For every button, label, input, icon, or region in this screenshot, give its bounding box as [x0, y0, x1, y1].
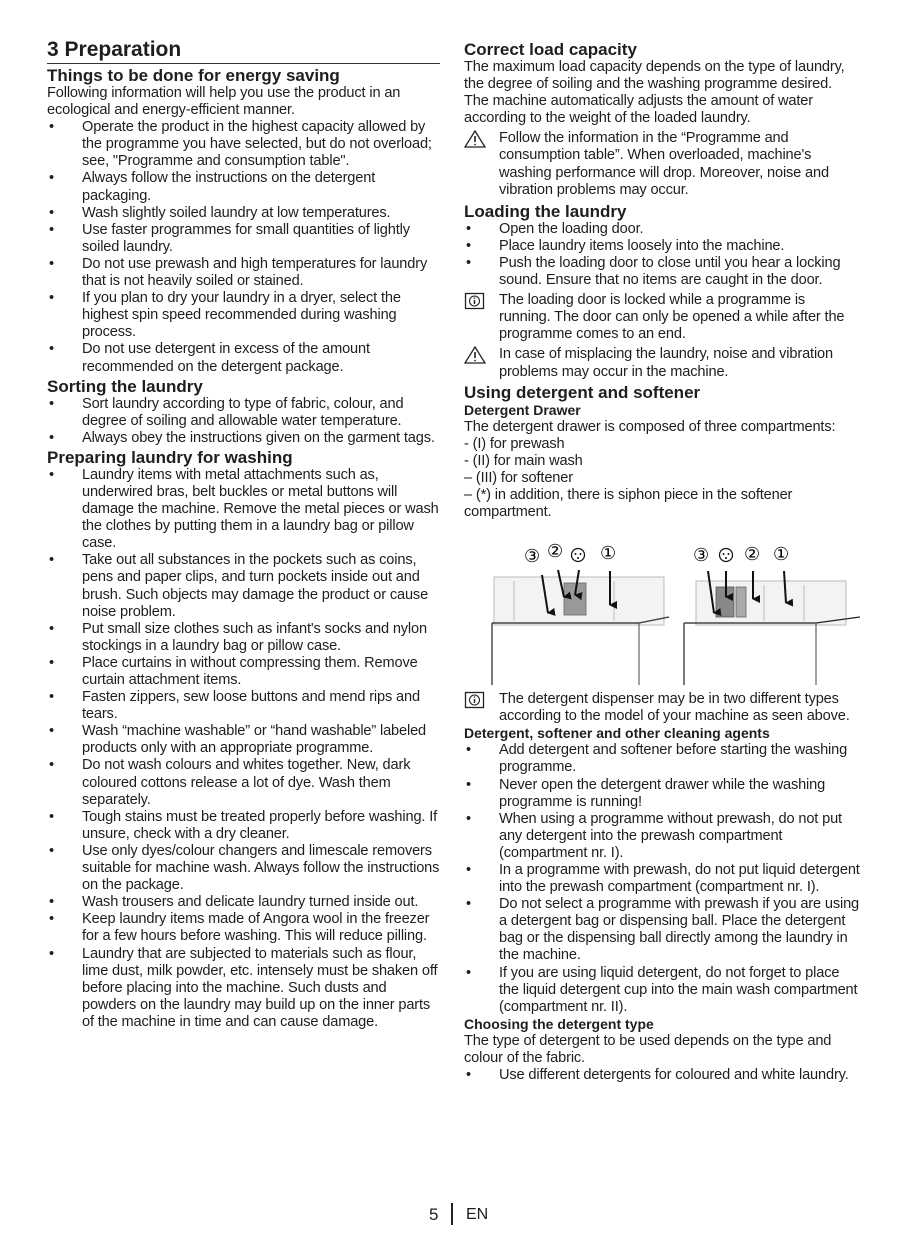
list-item: • If you plan to dry your laundry in a dryer, select the highest spin speed recommended during washing process.	[47, 290, 440, 341]
compartment-line: – (III) for softener	[464, 469, 573, 486]
left-column	[47, 38, 440, 1031]
energy-saving-intro: Following information will help you use the product in an ecological and energy-efficient manner.	[47, 85, 401, 119]
info-icon	[464, 292, 486, 310]
cleaning-agents-list	[464, 742, 860, 1016]
load-capacity-text-2: The machine automatically adjusts the amount of water according to the weight of the loaded laundry.	[464, 93, 813, 127]
list-item: • Tough stains must be treated properly before washing. If unsure, check with a dry cleaner.	[47, 809, 440, 843]
overload-warning-text: Follow the information in the “Programme and consumption table”. When overloaded, machine's washing performance will drop. Moreover, noise and vibration problems may occur.	[499, 130, 829, 198]
figure-label: ③	[693, 545, 710, 567]
compartment-line: – (*) in addition, there is siphon piece in the softener compartment.	[464, 486, 793, 521]
list-item: • Fasten zippers, sew loose buttons and mend rips and tears.	[47, 689, 440, 723]
detergent-type-heading: Choosing the detergent type	[464, 1015, 654, 1032]
list-item: • Laundry items with metal attachments such as, underwired bras, belt buckles or metal buttons will damage the machine. Remove the metal pieces or wash the clothes by putting them in a laundry bag or pillow case.	[47, 467, 440, 552]
loading-heading: Loading the laundry	[464, 201, 627, 221]
load-capacity-heading: Correct load capacity	[464, 40, 637, 59]
cleaning-agents-heading: Detergent, softener and other cleaning agents	[464, 725, 770, 742]
list-item: • Operate the product in the highest capacity allowed by the programme you have selected, but do not overload; see, "Programme and consumption table".	[47, 119, 440, 170]
figure-label: ②	[744, 544, 761, 566]
dispenser-type-info-text: The detergent dispenser may be in two different types according to the model of your machine as seen above.	[499, 691, 850, 725]
load-capacity-text-1: The maximum load capacity depends on the type of laundry, the degree of soiling and the washing programme desired.	[464, 59, 845, 93]
list-item: • If you are using liquid detergent, do not forget to place the liquid detergent cup into the main wash compartment (compartment nr. II).	[464, 965, 860, 1016]
list-item: • Always follow the instructions on the detergent packaging.	[47, 170, 440, 204]
detergent-type-intro: The type of detergent to be used depends on the type and colour of the fabric.	[464, 1032, 832, 1066]
door-lock-info-text: The loading door is locked while a programme is running. The door can only be opened a while after the programme comes to an end.	[499, 292, 845, 343]
preparing-heading: Preparing laundry for washing	[47, 447, 293, 467]
list-item: • Place curtains in without compressing them. Remove curtain attachment items.	[47, 655, 440, 689]
drawer-diagram	[464, 535, 860, 685]
overload-warning	[464, 130, 860, 198]
list-item: • Place laundry items loosely into the machine.	[464, 238, 860, 255]
loading-list	[464, 221, 860, 289]
list-item: • When using a programme without prewash, do not put any detergent into the prewash compartment (compartment nr. I).	[464, 811, 860, 862]
list-item: • Do not wash colours and whites together. New, dark coloured cottons release a lot of dye. Wash them separately.	[47, 757, 440, 808]
list-item: • Keep laundry items made of Angora wool in the freezer for a few hours before washing. This will reduce pilling.	[47, 911, 440, 945]
detergent-drawer-illustration	[464, 535, 860, 685]
list-item: • Put small size clothes such as infant's socks and nylon stockings in a laundry bag or pillow case.	[47, 621, 440, 655]
chapter-title: 3 Preparation	[47, 38, 440, 64]
figure-label: ①	[773, 544, 790, 566]
compartment-line: - (I) for prewash	[464, 435, 565, 452]
list-item: • Use faster programmes for small quantities of lightly soiled laundry.	[47, 222, 440, 256]
drawer-type-a	[492, 549, 669, 686]
detergent-type-list	[464, 1067, 860, 1084]
sorting-heading: Sorting the laundry	[47, 376, 203, 396]
list-item: • Push the loading door to close until you hear a locking sound. Ensure that no items are caught in the door.	[464, 255, 860, 289]
energy-saving-heading: Things to be done for energy saving	[47, 66, 340, 85]
language-code: EN	[466, 1206, 489, 1223]
list-item: • Take out all substances in the pockets such as coins, pens and paper clips, and turn pockets inside out and brush. Such objects may damage the product or cause noise problem.	[47, 552, 440, 620]
list-item: • Use only dyes/colour changers and limescale removers suitable for machine wash. Always follow the instructions on the package.	[47, 843, 440, 894]
right-column	[464, 38, 860, 1084]
list-item: • Wash slightly soiled laundry at low temperatures.	[47, 205, 440, 222]
misplacing-warning-text: In case of misplacing the laundry, noise and vibration problems may occur in the machine.	[499, 346, 833, 380]
page-footer	[0, 1203, 904, 1227]
list-item: • Laundry that are subjected to materials such as flour, lime dust, milk powder, etc. intensely must be shaken off before placing into the machine. Such dusts and powders on the laundry may build up on the inner parts of the machine in time and can cause damage.	[47, 946, 440, 1031]
compartment-line: - (II) for main wash	[464, 452, 583, 469]
detergent-drawer-intro: The detergent drawer is composed of three compartments:	[464, 418, 836, 435]
list-item: • Add detergent and softener before starting the washing programme.	[464, 742, 860, 776]
figure-label: ②	[547, 541, 564, 563]
detergent-heading: Using detergent and softener	[464, 382, 701, 402]
list-item: • Wash “machine washable” or “hand washable” labeled products only with an appropriate programme.	[47, 723, 440, 757]
list-item: • Open the loading door.	[464, 221, 860, 238]
list-item: • Do not use prewash and high temperatures for laundry that is not heavily soiled or stained.	[47, 256, 440, 290]
warning-icon	[464, 130, 486, 148]
sorting-list	[47, 396, 440, 447]
info-icon	[464, 691, 486, 709]
list-item: • Always obey the instructions given on the garment tags.	[47, 430, 440, 447]
door-lock-info	[464, 292, 860, 343]
drawer-type-b	[684, 549, 860, 686]
siphon-symbol-icon	[572, 549, 585, 562]
list-item: • Do not select a programme with prewash if you are using a detergent bag or dispensing ball. Place the detergent bag or the dispensing ball directly among the laundry in the machine.	[464, 896, 860, 964]
list-item: • Never open the detergent drawer while the washing programme is running!	[464, 777, 860, 811]
preparing-list	[47, 467, 440, 1031]
dispenser-type-info	[464, 691, 860, 725]
detergent-drawer-heading: Detergent Drawer	[464, 401, 581, 418]
figure-label: ③	[524, 546, 541, 568]
misplacing-warning	[464, 346, 860, 380]
figure-label: ①	[600, 543, 617, 565]
page-number: 5	[429, 1205, 439, 1224]
list-item: • Sort laundry according to type of fabric, colour, and degree of soiling and allowable water temperature.	[47, 396, 440, 430]
energy-saving-list	[47, 119, 440, 375]
list-item: • In a programme with prewash, do not put liquid detergent into the prewash compartment (compartment nr. I).	[464, 862, 860, 896]
siphon-symbol-icon	[720, 549, 733, 562]
footer-divider	[451, 1203, 453, 1225]
list-item: • Do not use detergent in excess of the amount recommended on the detergent package.	[47, 341, 440, 375]
list-item: • Use different detergents for coloured and white laundry.	[464, 1067, 860, 1084]
list-item: • Wash trousers and delicate laundry turned inside out.	[47, 894, 440, 911]
warning-icon	[464, 346, 486, 364]
